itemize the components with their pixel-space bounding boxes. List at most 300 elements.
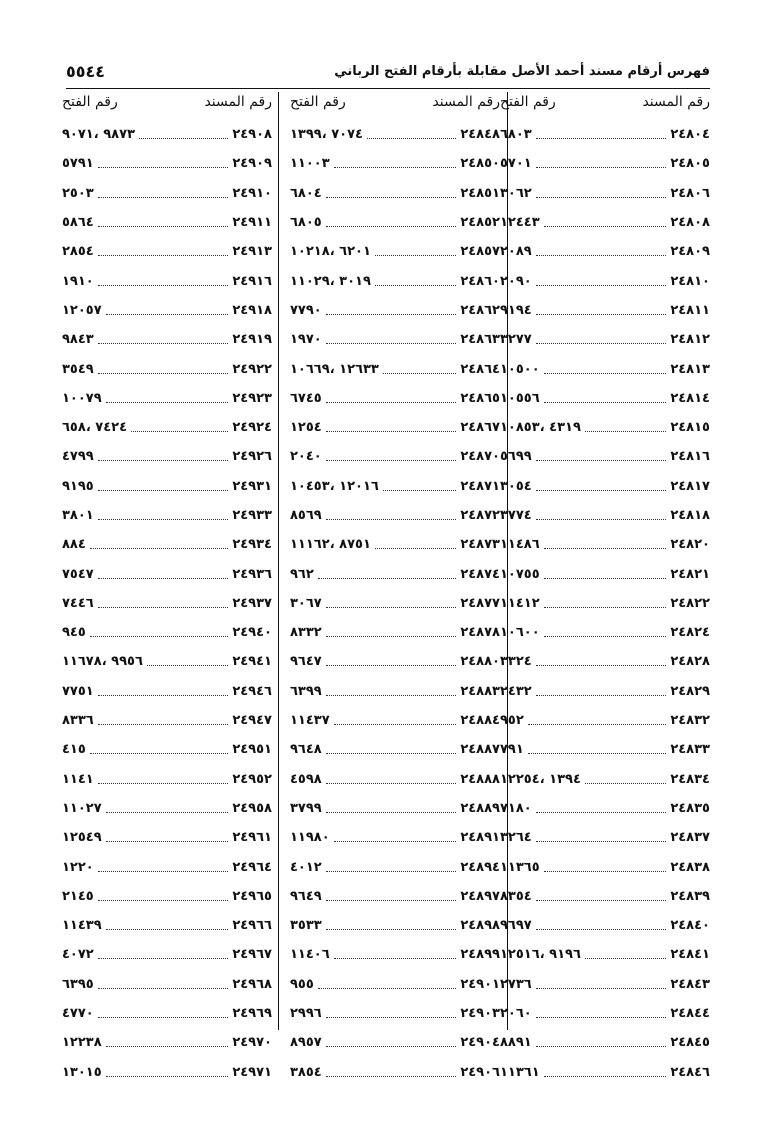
fath-number: ١١٤٨٦ xyxy=(500,537,540,553)
musnad-number: ٢٤٩٢٦ xyxy=(232,449,272,465)
musnad-number: ٢٤٨٢٢ xyxy=(670,595,710,611)
index-row xyxy=(290,823,500,852)
dotted-leader xyxy=(98,958,229,959)
index-row xyxy=(500,1028,710,1057)
index-row xyxy=(62,1058,272,1087)
index-row xyxy=(290,589,500,618)
musnad-number: ٢٤٨٣٣ xyxy=(670,742,710,758)
index-row xyxy=(500,384,710,413)
musnad-number: ٢٤٨٢٩ xyxy=(670,683,710,699)
index-row xyxy=(62,237,272,266)
index-row xyxy=(62,852,272,881)
index-row xyxy=(500,559,710,588)
index-row xyxy=(500,970,710,999)
musnad-number: ٢٤٩٠٣ xyxy=(460,1006,500,1022)
index-row xyxy=(500,1058,710,1087)
dotted-leader xyxy=(98,373,229,374)
fath-number: ٨٥٦٩ xyxy=(290,508,322,523)
fath-number: ٩٦٤٩ xyxy=(290,888,322,904)
musnad-number: ٢٤٩٦٩ xyxy=(232,1006,272,1022)
dotted-leader xyxy=(98,724,229,725)
dotted-leader xyxy=(544,373,667,374)
dotted-leader xyxy=(536,695,667,696)
fath-number: ١٢٥٤ xyxy=(290,420,322,436)
musnad-number: ٢٤٨٠٩ xyxy=(670,244,710,260)
dotted-leader xyxy=(139,138,228,139)
index-row xyxy=(290,442,500,471)
fath-number: ٣٣٢٤ xyxy=(500,654,532,670)
dotted-leader xyxy=(326,695,457,696)
dotted-leader xyxy=(383,373,456,374)
dotted-leader xyxy=(147,665,228,666)
musnad-number: ٢٤٨١٥ xyxy=(670,420,710,436)
musnad-number: ٢٤٨٩١ xyxy=(460,830,500,846)
musnad-number: ٢٤٩٦٤ xyxy=(232,859,272,875)
dotted-leader xyxy=(98,460,229,461)
fath-number: ٤٧٩٩ xyxy=(62,449,94,465)
musnad-number: ٢٤٨٤٥ xyxy=(670,1035,710,1051)
index-row xyxy=(290,413,500,442)
index-row xyxy=(500,765,710,794)
dotted-leader xyxy=(536,255,667,256)
index-row xyxy=(290,970,500,999)
index-row xyxy=(62,765,272,794)
fath-number: ٩٦٩٧ xyxy=(500,918,532,934)
dotted-leader xyxy=(98,607,229,608)
musnad-number: ٢٤٨٣٩ xyxy=(670,888,710,904)
header-musnad-number: رقم المسند xyxy=(642,94,710,110)
musnad-number: ٢٤٨٣٥ xyxy=(670,800,710,816)
dotted-leader xyxy=(326,812,457,813)
dotted-leader xyxy=(536,460,667,461)
musnad-number: ٢٤٨٩٩ xyxy=(460,947,500,963)
musnad-number: ٢٤٨١٦ xyxy=(670,449,710,465)
fath-number: ٣٠٦٢ xyxy=(500,185,532,201)
index-row xyxy=(500,208,710,237)
dotted-leader xyxy=(326,783,457,784)
index-row xyxy=(62,530,272,559)
index-row xyxy=(500,120,710,149)
fath-number: ١١٣٦٥ xyxy=(500,859,540,875)
fath-number: ٣٠٥٤ xyxy=(500,478,532,494)
index-row xyxy=(62,208,272,237)
dotted-leader xyxy=(318,578,457,579)
musnad-number: ٢٤٨١٣ xyxy=(670,361,710,377)
dotted-leader xyxy=(334,167,457,168)
fath-number: ٢١٤٥ xyxy=(62,888,94,904)
dotted-leader xyxy=(375,548,456,549)
fath-number: ٧٥٤٧ xyxy=(62,566,94,582)
musnad-number: ٢٤٩٠٩ xyxy=(232,156,272,172)
index-row xyxy=(500,413,710,442)
dotted-leader xyxy=(98,285,229,286)
fath-number: ١٢٥٤٩ xyxy=(62,830,102,846)
fath-number: ٢٠٤٠ xyxy=(290,449,322,465)
musnad-number: ٢٤٩٢٤ xyxy=(232,420,272,436)
dotted-leader xyxy=(536,343,667,344)
index-row xyxy=(500,325,710,354)
fath-number: ٩١٩٤ xyxy=(500,302,532,318)
fath-number: ٤٣١٩ ،١٠٨٥٣ xyxy=(500,420,581,436)
musnad-number: ٢٤٨٢٠ xyxy=(670,537,710,553)
dotted-leader xyxy=(536,841,667,842)
index-row xyxy=(290,999,500,1028)
dotted-leader xyxy=(98,343,229,344)
index-row xyxy=(62,911,272,940)
dotted-leader xyxy=(536,900,667,901)
musnad-number: ٢٤٨٤٤ xyxy=(670,1006,710,1022)
fath-number: ٨٩٥٧ xyxy=(290,1035,322,1051)
musnad-number: ٢٤٨٦٠ xyxy=(460,273,500,289)
fath-number: ٩٤٥ xyxy=(62,625,86,641)
dotted-leader xyxy=(326,665,457,666)
index-row xyxy=(500,999,710,1028)
musnad-number: ٢٤٨٦٤ xyxy=(460,361,500,377)
index-row xyxy=(290,266,500,295)
musnad-number: ٢٤٨٦٣ xyxy=(460,332,500,348)
dotted-leader xyxy=(334,958,457,959)
dotted-leader xyxy=(544,578,667,579)
fath-number: ١٠٠٧٩ xyxy=(62,390,102,406)
index-row xyxy=(500,501,710,530)
index-row xyxy=(290,472,500,501)
musnad-number: ٢٤٩١٣ xyxy=(232,244,272,260)
musnad-number: ٢٤٨٥٧ xyxy=(460,244,500,260)
dotted-leader xyxy=(544,636,667,637)
index-row xyxy=(500,794,710,823)
index-row xyxy=(290,179,500,208)
column-divider xyxy=(278,92,279,1030)
musnad-number: ٢٤٨٣٢ xyxy=(670,713,710,729)
fath-number: ٣٢٧٧ xyxy=(500,332,532,348)
musnad-number: ٢٤٨٥٢ xyxy=(460,215,500,231)
dotted-leader xyxy=(326,343,457,344)
musnad-number: ٢٤٩٥٢ xyxy=(232,771,272,787)
musnad-number: ٢٤٩٦٨ xyxy=(232,976,272,992)
index-row xyxy=(500,911,710,940)
fath-number: ٣٢٦٤ xyxy=(500,830,532,846)
fath-number: ١٣٠١٥ xyxy=(62,1064,102,1080)
index-row xyxy=(62,413,272,442)
fath-number: ٧٧٥١ xyxy=(62,683,94,699)
fath-number: ٦٨٠٥ xyxy=(290,215,322,231)
musnad-number: ٢٤٨٦٥ xyxy=(460,390,500,406)
fath-number: ٦٢٠١ ،١٠٢١٨ xyxy=(290,244,371,260)
fath-number: ١٢٠٥٧ xyxy=(62,302,102,318)
musnad-number: ٢٤٨٦٢ xyxy=(460,302,500,318)
dotted-leader xyxy=(544,548,667,549)
musnad-number: ٢٤٩٣٤ xyxy=(232,537,272,553)
index-row xyxy=(500,618,710,647)
fath-number: ٢٨٥٤ xyxy=(62,244,94,260)
musnad-number: ٢٤٨٤٠ xyxy=(670,918,710,934)
fath-number: ٤٠٧٢ xyxy=(62,947,94,963)
header-fath-number: رقم الفتح xyxy=(290,94,346,110)
fath-number: ١٩٧٠ xyxy=(290,332,322,348)
musnad-number: ٢٤٩١٨ xyxy=(232,302,272,318)
dotted-leader xyxy=(334,841,457,842)
fath-number: ٩٨٤٣ xyxy=(62,332,94,348)
fath-number: ٣٠٦٧ xyxy=(290,595,322,611)
index-row xyxy=(500,296,710,325)
index-row xyxy=(62,472,272,501)
musnad-number: ٢٤٨٥٠ xyxy=(460,156,500,172)
dotted-leader xyxy=(98,900,229,901)
index-row xyxy=(62,735,272,764)
index-row xyxy=(500,530,710,559)
index-row xyxy=(62,970,272,999)
index-row xyxy=(500,852,710,881)
dotted-leader xyxy=(98,167,229,168)
dotted-leader xyxy=(536,812,667,813)
fath-number: ٢٠٩٠ xyxy=(500,273,532,289)
musnad-number: ٢٤٨١٨ xyxy=(670,508,710,523)
index-row xyxy=(62,940,272,969)
dotted-leader xyxy=(98,1017,229,1018)
dotted-leader xyxy=(326,519,457,520)
dotted-leader xyxy=(98,578,229,579)
index-row xyxy=(62,354,272,383)
musnad-number: ٢٤٨٨٣ xyxy=(460,683,500,699)
dotted-leader xyxy=(536,197,667,198)
index-row xyxy=(290,911,500,940)
index-row xyxy=(500,940,710,969)
musnad-number: ٢٤٨٣٤ xyxy=(670,771,710,787)
index-row xyxy=(500,237,710,266)
dotted-leader xyxy=(90,548,229,549)
dotted-leader xyxy=(326,431,457,432)
index-row xyxy=(290,1058,500,1087)
dotted-leader xyxy=(326,871,457,872)
index-row xyxy=(290,765,500,794)
fath-number: ٧٤٢٤ ،٦٥٨ xyxy=(62,420,128,436)
fath-number: ١١٣٦١ xyxy=(500,1064,540,1080)
index-row xyxy=(62,1028,272,1057)
fath-number: ٨٣٣٢ xyxy=(290,625,322,641)
fath-number: ٥٧٠١ xyxy=(500,156,532,172)
musnad-number: ٢٤٩٠٤ xyxy=(460,1035,500,1051)
fath-number: ١٠٥٥٦ xyxy=(500,390,540,406)
index-row xyxy=(500,472,710,501)
index-column-left xyxy=(62,90,272,1087)
index-row xyxy=(500,647,710,676)
dotted-leader xyxy=(536,314,667,315)
musnad-number: ٢٤٨٩٨ xyxy=(460,918,500,934)
musnad-number: ٢٤٨٧٠ xyxy=(460,449,500,465)
musnad-number: ٢٤٩٧٠ xyxy=(232,1035,272,1051)
musnad-number: ٢٤٨٧٢ xyxy=(460,508,500,523)
musnad-number: ٢٤٩٥٨ xyxy=(232,800,272,816)
fath-number: ٣٥٣٣ xyxy=(290,918,322,934)
index-row xyxy=(290,501,500,530)
musnad-number: ٢٤٩٣٣ xyxy=(232,508,272,523)
dotted-leader xyxy=(536,490,667,491)
index-row xyxy=(500,354,710,383)
dotted-leader xyxy=(536,285,667,286)
dotted-leader xyxy=(326,929,457,930)
dotted-leader xyxy=(544,607,667,608)
index-row xyxy=(290,794,500,823)
musnad-number: ٢٤٨٩٤ xyxy=(460,859,500,875)
fath-number: ٦٧٤٥ xyxy=(290,390,322,406)
fath-number: ٥٦٩٩ xyxy=(500,449,532,465)
fath-number: ٧٠٧٤ ،١٣٩٩ xyxy=(290,127,363,143)
fath-number: ١٣٩٤ ،١٢٢٥٤ xyxy=(500,771,581,787)
musnad-number: ٢٤٩١٦ xyxy=(232,273,272,289)
dotted-leader xyxy=(536,988,667,989)
dotted-leader xyxy=(98,490,229,491)
index-row xyxy=(500,735,710,764)
dotted-leader xyxy=(326,314,457,315)
dotted-leader xyxy=(585,783,666,784)
index-row xyxy=(62,266,272,295)
dotted-leader xyxy=(544,1076,667,1077)
dotted-leader xyxy=(536,665,667,666)
musnad-number: ٢٤٨١٧ xyxy=(670,478,710,494)
fath-number: ١٢٢٠ xyxy=(62,859,94,875)
dotted-leader xyxy=(326,1046,457,1047)
musnad-number: ٢٤٩٥١ xyxy=(232,742,272,758)
header-fath-number: رقم الفتح xyxy=(500,94,556,110)
fath-number: ٧٤٤٦ xyxy=(62,595,94,611)
musnad-number: ٢٤٩٢٣ xyxy=(232,390,272,406)
musnad-number: ٢٤٨١٠ xyxy=(670,273,710,289)
header-rule xyxy=(66,88,710,89)
index-row xyxy=(500,706,710,735)
fath-number: ٢٧٣٦ xyxy=(500,976,532,992)
index-row xyxy=(290,677,500,706)
column-header xyxy=(62,90,272,120)
musnad-number: ٢٤٩٦١ xyxy=(232,830,272,846)
musnad-number: ٢٤٨٨٩ xyxy=(460,800,500,816)
index-column-right xyxy=(500,90,710,1087)
dotted-leader xyxy=(106,1046,229,1047)
dotted-leader xyxy=(544,226,667,227)
index-row xyxy=(62,559,272,588)
dotted-leader xyxy=(326,636,457,637)
fath-number: ١٢٢٣٨ xyxy=(62,1035,102,1051)
fath-number: ٩٦٢ xyxy=(290,566,314,582)
index-row xyxy=(62,179,272,208)
fath-number: ٢٠٨٩ xyxy=(500,244,532,260)
fath-number: ٩١٩٦ ،١٢٥١٦ xyxy=(500,947,581,963)
dotted-leader xyxy=(326,753,457,754)
header-musnad-number: رقم المسند xyxy=(432,94,500,110)
dotted-leader xyxy=(90,753,229,754)
fath-number: ١١٤٣٩ xyxy=(62,918,102,934)
index-row xyxy=(500,442,710,471)
index-row xyxy=(290,940,500,969)
musnad-number: ٢٤٩٢٢ xyxy=(232,361,272,377)
index-row xyxy=(62,999,272,1028)
musnad-number: ٢٤٩٣٦ xyxy=(232,566,272,582)
dotted-leader xyxy=(98,783,229,784)
fath-number: ٣٥٤٩ xyxy=(62,361,94,377)
dotted-leader xyxy=(98,988,229,989)
fath-number: ٢٩٩٦ xyxy=(290,1006,322,1022)
dotted-leader xyxy=(106,929,229,930)
dotted-leader xyxy=(326,900,457,901)
index-row xyxy=(62,647,272,676)
fath-number: ١٠٧٥٥ xyxy=(500,566,540,582)
dotted-leader xyxy=(326,197,457,198)
index-row xyxy=(500,149,710,178)
fath-number: ٩٥٥ xyxy=(290,976,314,992)
fath-number: ١٢٠١٦ ،١٠٤٥٣ xyxy=(290,478,379,494)
musnad-number: ٢٤٩٤٠ xyxy=(232,625,272,641)
index-row xyxy=(290,1028,500,1057)
musnad-number: ٢٤٨٠٤ xyxy=(670,127,710,143)
fath-number: ٦٨٠٤ xyxy=(290,185,322,201)
dotted-leader xyxy=(98,226,229,227)
musnad-number: ٢٤٩٤٧ xyxy=(232,713,272,729)
page-number: ٥٥٤٤ xyxy=(66,62,106,81)
index-row xyxy=(62,442,272,471)
dotted-leader xyxy=(375,255,456,256)
fath-number: ٦٣٩٩ xyxy=(290,683,322,699)
index-row xyxy=(290,208,500,237)
dotted-leader xyxy=(98,197,229,198)
musnad-number: ٢٤٩٣٧ xyxy=(232,595,272,611)
musnad-number: ٢٤٨٧١ xyxy=(460,478,500,494)
fath-number: ٩٨٧٣ ،٩٠٧١ xyxy=(62,127,135,143)
index-row xyxy=(62,149,272,178)
fath-number: ٨٨٩١ xyxy=(500,1035,532,1051)
fath-number: ٤٥٩٨ xyxy=(290,771,322,787)
fath-number: ٥٧٩١ xyxy=(62,156,94,172)
index-row xyxy=(290,618,500,647)
musnad-number: ٢٤٩٧١ xyxy=(232,1064,272,1080)
musnad-number: ٢٤٨٧٨ xyxy=(460,625,500,641)
fath-number: ٨٨٤ xyxy=(62,537,86,553)
index-row xyxy=(62,823,272,852)
musnad-number: ٢٤٩٤١ xyxy=(232,654,272,670)
fath-number: ١٠٦٠٠ xyxy=(500,625,540,641)
fath-number: ٦٨٠٣ xyxy=(500,127,532,143)
musnad-number: ٢٤٨١١ xyxy=(670,302,710,318)
fath-number: ٨٣٣٦ xyxy=(62,713,94,729)
index-row xyxy=(290,325,500,354)
index-row xyxy=(500,266,710,295)
dotted-leader xyxy=(326,226,457,227)
index-row xyxy=(290,530,500,559)
index-row xyxy=(290,384,500,413)
dotted-leader xyxy=(326,460,457,461)
fath-number: ٤٠١٢ xyxy=(290,859,322,875)
fath-number: ٩٥٢ xyxy=(500,713,524,729)
fath-number: ١٢٦٣٣ ،١٠٦٦٩ xyxy=(290,361,379,377)
fath-number: ٣٨٥٤ xyxy=(290,1064,322,1080)
dotted-leader xyxy=(375,285,456,286)
musnad-number: ٢٤٨٠٦ xyxy=(670,185,710,201)
fath-number: ٩١٩٥ xyxy=(62,478,94,494)
musnad-number: ٢٤٨١٢ xyxy=(670,332,710,348)
dotted-leader xyxy=(536,929,667,930)
dotted-leader xyxy=(528,724,667,725)
dotted-leader xyxy=(318,988,457,989)
dotted-leader xyxy=(367,138,456,139)
musnad-number: ٢٤٩١١ xyxy=(232,215,272,231)
musnad-number: ٢٤٨٧٤ xyxy=(460,566,500,582)
index-row xyxy=(62,325,272,354)
index-row xyxy=(290,852,500,881)
header-musnad-number: رقم المسند xyxy=(204,94,272,110)
dotted-leader xyxy=(528,753,667,754)
dotted-leader xyxy=(106,841,229,842)
fath-number: ١٩١٠ xyxy=(62,273,94,289)
musnad-number: ٢٤٨٤٨ xyxy=(460,127,500,143)
header-fath-number: رقم الفتح xyxy=(62,94,118,110)
